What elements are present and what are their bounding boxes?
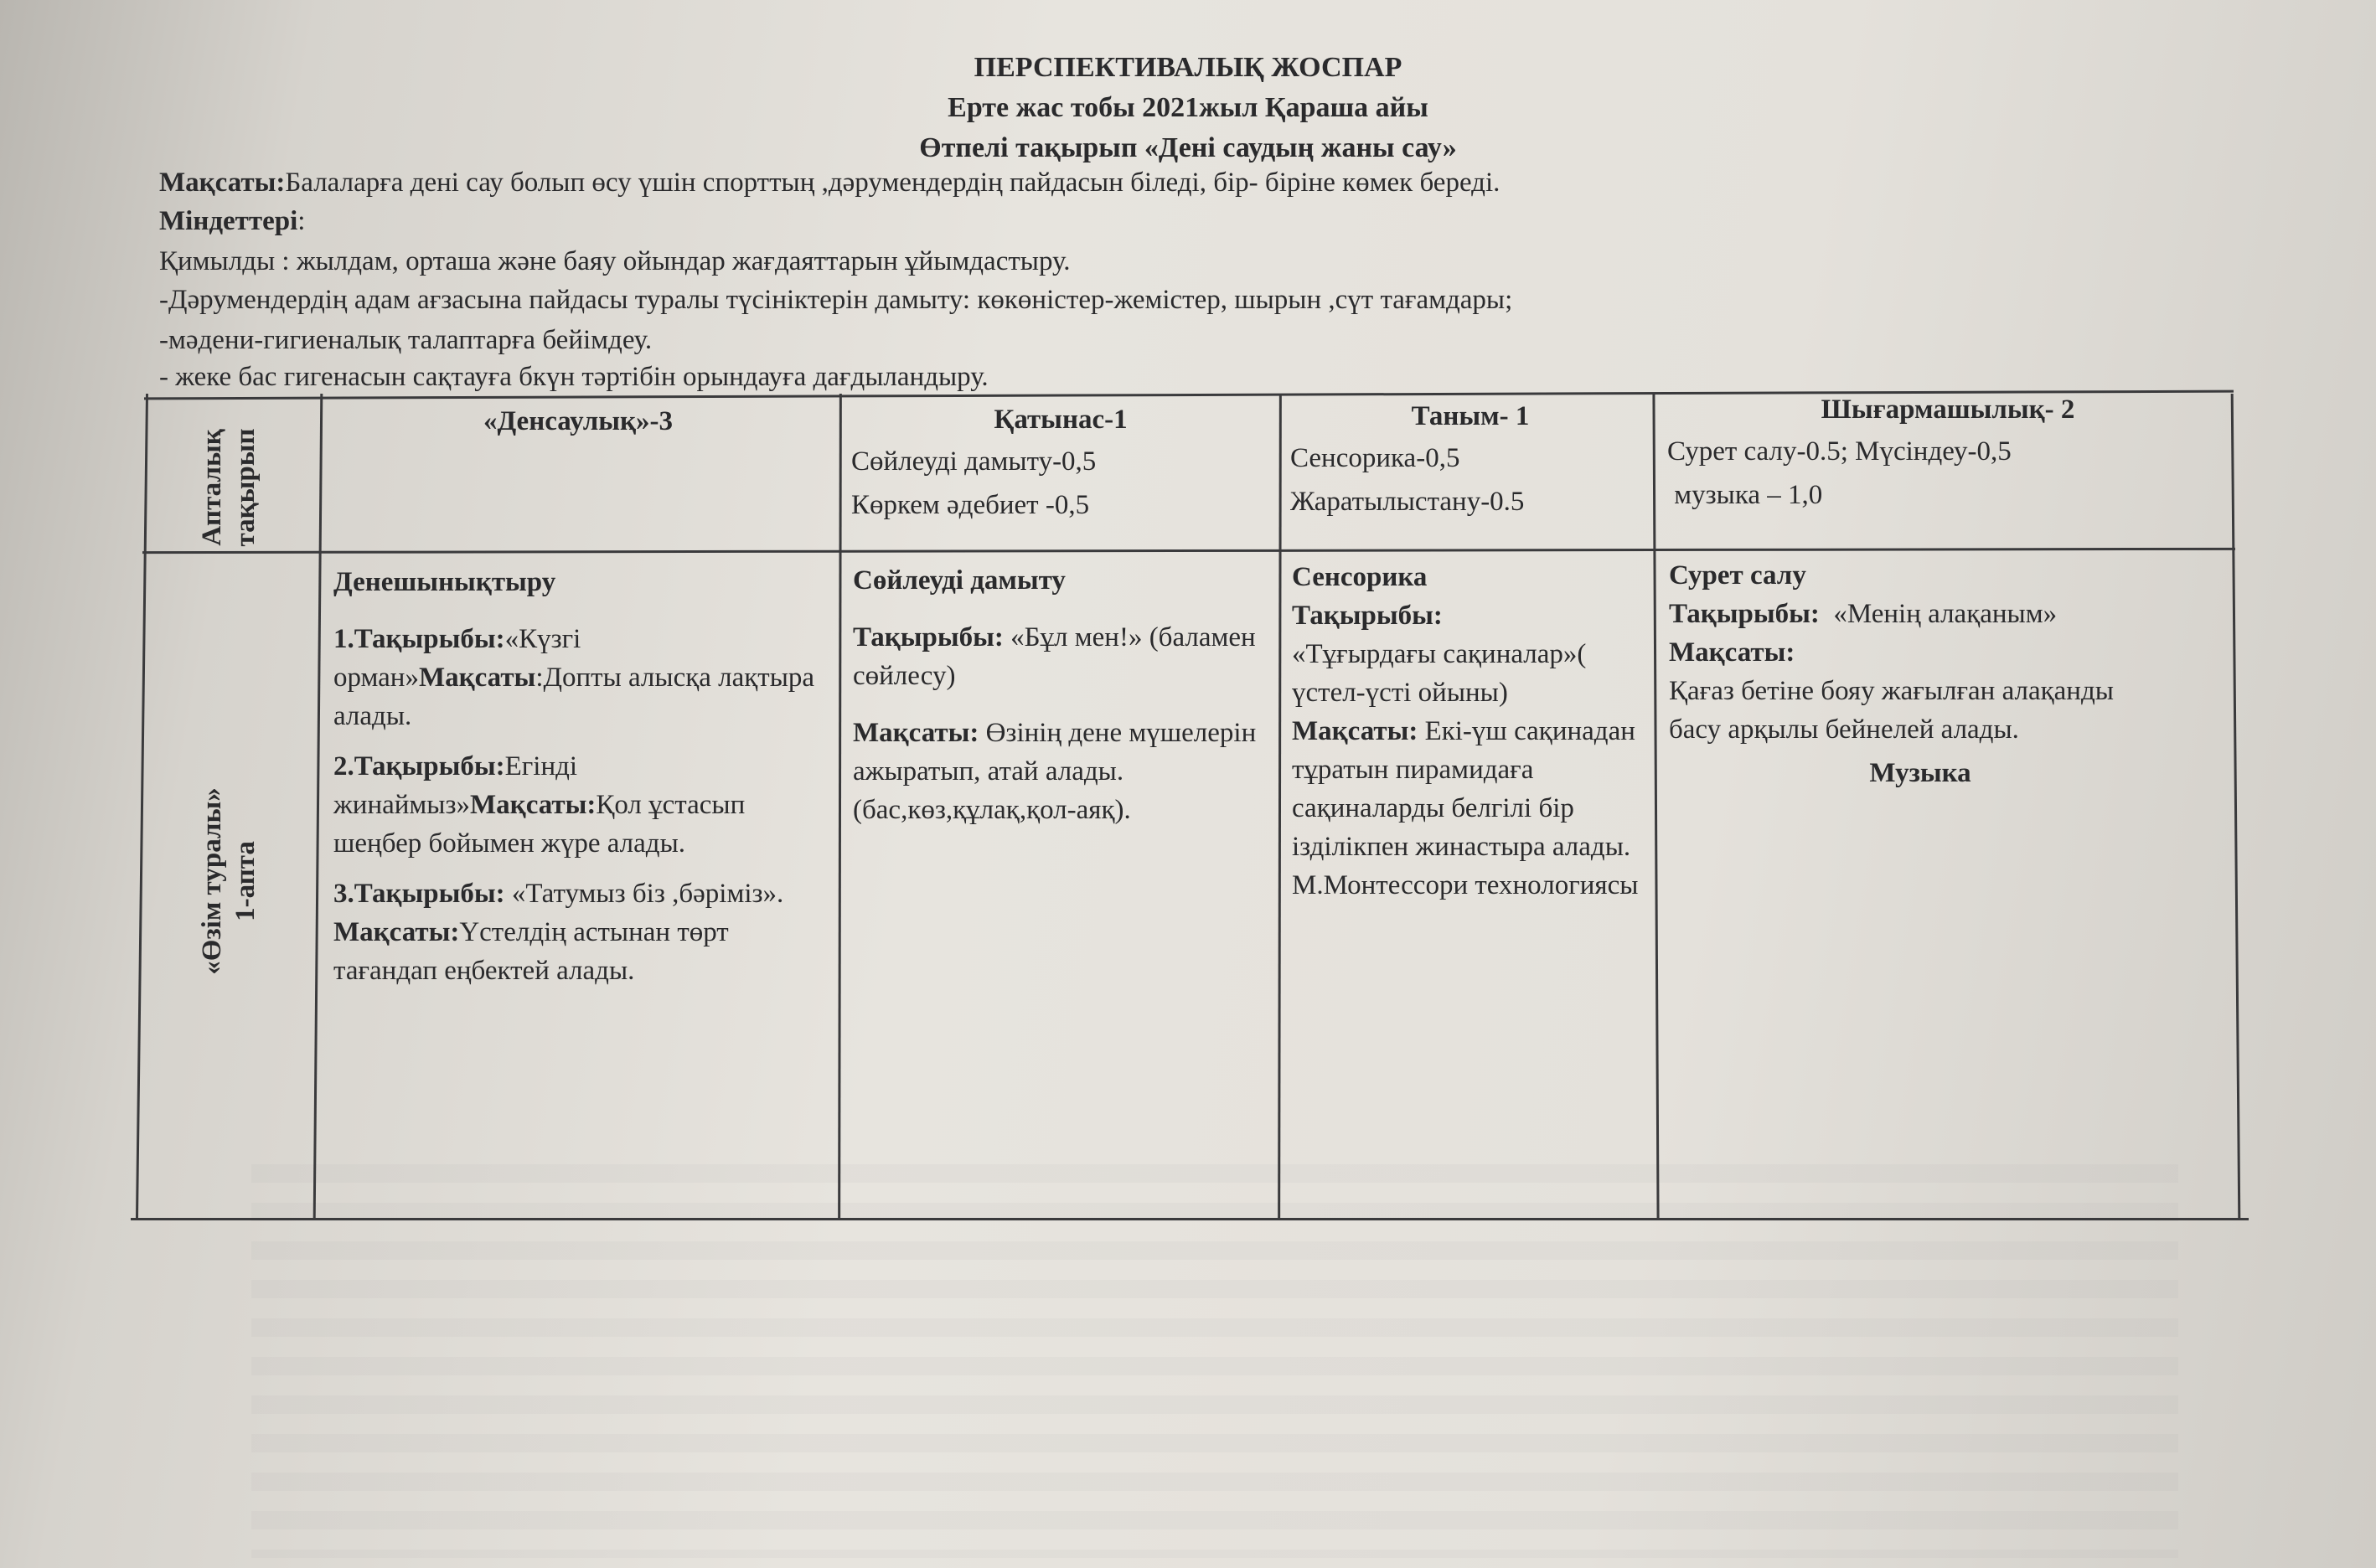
header-cognition-sub2: Жаратылыстану-0.5 <box>1290 487 1525 517</box>
header-week-line2: тақырып <box>230 428 261 547</box>
header-communication-sub2: Көркем әдебиет -0,5 <box>851 490 1090 520</box>
health-item-1-goal: :Допты алысқа лақтыра алады. <box>333 663 815 731</box>
goal-label: Мақсаты: <box>159 168 286 198</box>
sensor-topic: «Тұғырдағы сақиналар»( үстел-үсті ойыны) <box>1292 639 1587 708</box>
health-cell <box>333 563 828 1002</box>
table-col-line-0 <box>136 394 148 1220</box>
group-line: Ерте жас тобы 2021жыл Қараша айы <box>948 92 1428 123</box>
table-col-line-4 <box>1652 394 1659 1220</box>
header-creativity-sub1: Сурет салу-0.5; Мүсіндеу-0,5 <box>1667 436 2012 467</box>
table-col-line-1 <box>313 394 323 1220</box>
tasks-label: Міндеттері <box>159 206 298 236</box>
health-item-3-goal: Үстелдің астынан төрт тағандап еңбектей алады. <box>333 917 729 986</box>
table-col-line-2 <box>838 394 842 1220</box>
header-communication-sub1: Сөйлеуді дамыту-0,5 <box>851 446 1097 477</box>
speech-topic-label: Тақырыбы: <box>853 622 1004 652</box>
header-cognition-sub1: Сенсорика-0,5 <box>1290 443 1460 473</box>
document-title: ПЕРСПЕКТИВАЛЫҚ ЖОСПАР <box>974 52 1402 83</box>
header-creativity-title: Шығармашылық- 2 <box>1821 395 2075 425</box>
table-header-divider <box>142 548 2235 554</box>
task-4: - жеке бас гигенасын сақтауға бкүн тәртібін орындауға дағдыландыру. <box>159 362 989 392</box>
week-label-line2: 1-апта <box>230 841 261 921</box>
health-item-2-goal: Қол ұстасып шеңбер бойымен жүре алады. <box>333 790 746 859</box>
health-item-3-goal-label: Мақсаты: <box>333 917 460 947</box>
header-health-title: «Денсаулық»-3 <box>483 406 674 436</box>
health-item-1-topic: «Күзгі орман» <box>333 624 581 693</box>
art-heading: Сурет салу <box>1669 560 1806 591</box>
sensor-topic-label: Тақырыбы: <box>1292 601 1443 631</box>
header-week-line1: Апталық <box>197 429 227 546</box>
sensor-goal <box>1292 712 1652 866</box>
sensor-goal-text: Екі-үш сақинадан тұратын пирамидаға сақиналарды белгілі бір ізділікпен жинастыра алады. <box>1292 716 1635 862</box>
header-communication-title: Қатынас-1 <box>994 405 1128 435</box>
header-cognition-title: Таным- 1 <box>1411 401 1530 431</box>
header-health <box>327 402 829 441</box>
header-creativity <box>1667 390 2229 514</box>
header-communication <box>851 400 1270 524</box>
health-item-1-goal-label: Мақсаты <box>418 663 536 693</box>
speech-cell <box>853 561 1263 841</box>
speech-topic-text: «Бұл мен!» (баламен сөйлесу) <box>853 622 1256 691</box>
sensor-tech: М.Монтессори технологиясы <box>1292 870 1639 900</box>
table-col-line-3 <box>1278 394 1282 1220</box>
tasks-colon: : <box>297 206 306 236</box>
speech-goal-label: Мақсаты: <box>853 718 979 748</box>
speech-heading: Сөйлеуді дамыту <box>853 565 1066 596</box>
speech-goal <box>853 714 1263 829</box>
health-heading: Денешынықтыру <box>333 567 556 597</box>
art-topic <box>1669 595 2172 633</box>
health-item-2-goal-label: Мақсаты: <box>470 790 597 820</box>
health-item-3 <box>333 874 828 990</box>
goal-text: Балаларға дені сау болып өсу үшін спорттың ,дәрумендердің пайдасын біледі, бір- біріне көмек береді. <box>285 168 1500 198</box>
health-item-1-label: 1.Тақырыбы: <box>333 624 505 654</box>
sensor-cell <box>1292 558 1652 905</box>
art-music: Музыка <box>1869 758 1971 788</box>
goal-line <box>159 168 1500 199</box>
sensor-heading: Сенсорика <box>1292 562 1428 592</box>
header-week-theme <box>195 379 266 596</box>
art-goal-label: Мақсаты: <box>1669 637 1795 668</box>
task-2: -Дәрумендердің адам ағзасына пайдасы туралы түсініктерін дамыту: көкөністер-жемістер, шырын ,сүт тағамдары; <box>159 285 1513 315</box>
speech-topic <box>853 618 1263 695</box>
health-item-1 <box>333 620 828 735</box>
sensor-goal-label: Мақсаты: <box>1292 716 1418 746</box>
bleed-through-texture <box>251 1164 2178 1558</box>
health-item-2-topic: Егінді жинаймыз» <box>333 751 578 820</box>
theme-line: Өтпелі тақырып «Дені саудың жаны сау» <box>919 132 1457 163</box>
week-label-line1: «Өзім туралы» <box>197 787 227 975</box>
art-topic-text: «Менің алақаным» <box>1819 599 2058 629</box>
health-item-2 <box>333 747 828 863</box>
art-goal: Қағаз бетіне бояу жағылған алақанды басу арқылы бейнелей алады. <box>1669 676 2114 745</box>
art-cell <box>1669 556 2172 792</box>
header-cognition <box>1290 397 1650 521</box>
health-item-3-topic: «Татумыз біз ,бәріміз». <box>504 879 784 909</box>
task-3: -мәдени-гигиеналық талаптарға бейімдеу. <box>159 325 653 355</box>
week-label <box>195 722 266 1040</box>
table-col-line-5 <box>2231 394 2241 1220</box>
tasks-line <box>159 206 305 237</box>
speech-goal-text: Өзінің дене мүшелерін ажыратып, атай алады.(бас,көз,құлақ,қол-аяқ). <box>853 718 1257 825</box>
health-item-2-label: 2.Тақырыбы: <box>333 751 505 781</box>
task-1: Қимылды : жылдам, орташа және баяу ойындар жағдаяттарын ұйымдастыру. <box>159 246 1071 276</box>
table-bottom-border <box>131 1218 2249 1220</box>
art-topic-label: Тақырыбы: <box>1669 599 1820 629</box>
header-creativity-sub2: музыка – 1,0 <box>1667 480 1823 510</box>
health-item-3-label: 3.Тақырыбы: <box>333 879 505 909</box>
